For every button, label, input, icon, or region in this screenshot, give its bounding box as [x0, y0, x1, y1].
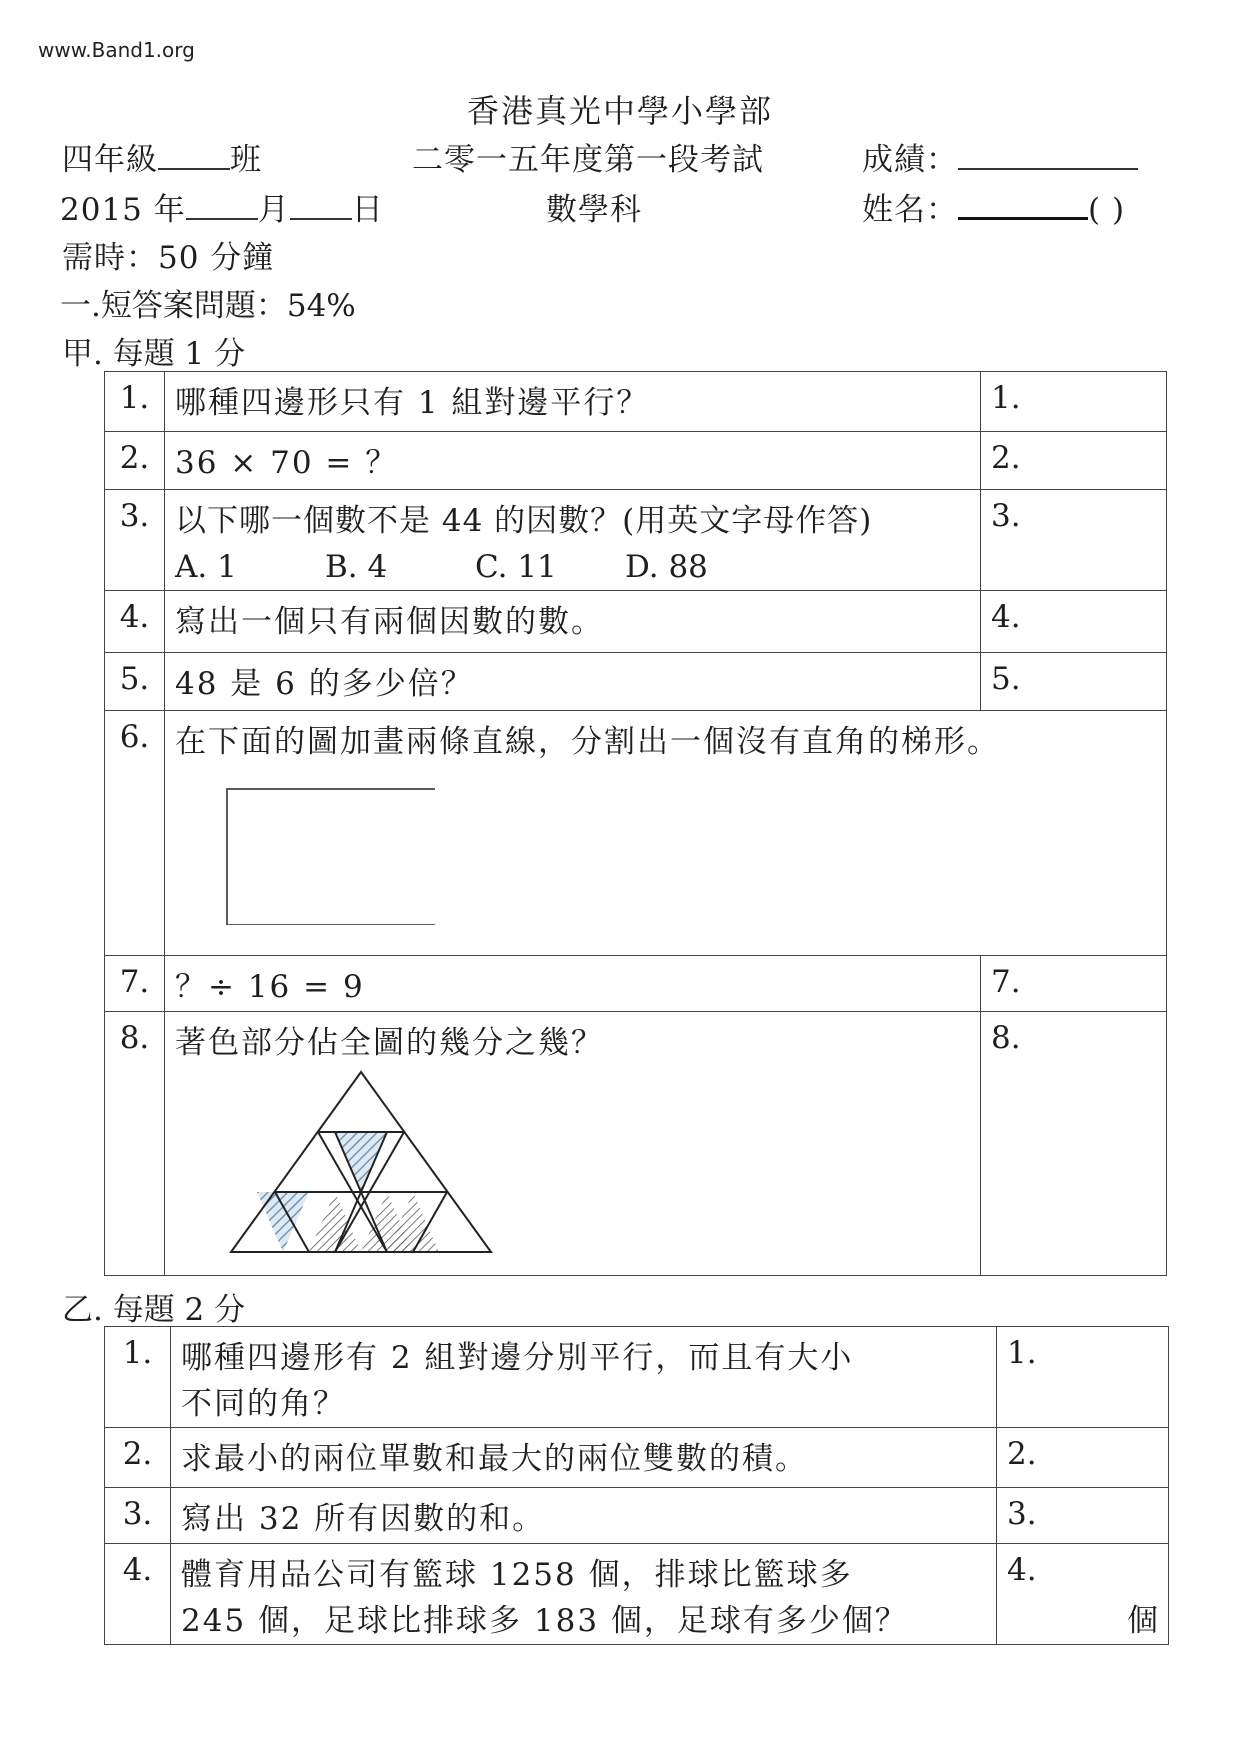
question-text: 48 是 6 的多少倍？ [165, 653, 981, 711]
part-b-table [104, 1326, 1169, 1645]
question-text: 36 × 70 = ？ [165, 432, 981, 490]
table-row [105, 490, 1167, 591]
question-number: 2. [105, 432, 165, 490]
answer-box[interactable] [997, 1544, 1169, 1645]
table-row [105, 432, 1167, 490]
answer-box[interactable]: 1. [981, 372, 1167, 432]
class-label: 班 [230, 142, 262, 178]
time-label: 需時：50 分鐘 [62, 240, 275, 276]
table-row [105, 956, 1167, 1012]
question-number: 1. [105, 372, 165, 432]
answer-box[interactable]: 3. [981, 490, 1167, 591]
option-d: D. 88 [625, 549, 708, 585]
name-label: 姓名： [862, 192, 958, 228]
answer-box[interactable]: 4. [981, 591, 1167, 653]
question-number: 7. [105, 956, 165, 1012]
score-line [862, 134, 1138, 179]
question-number: 5. [105, 653, 165, 711]
section1-title: 一.短答案問題：54% [60, 288, 356, 324]
day-label: 日 [351, 192, 384, 228]
table-row [105, 1327, 1169, 1428]
class-blank[interactable] [158, 138, 230, 170]
exam-title: 二零一五年度第一段考試 [412, 142, 764, 178]
score-blank[interactable] [958, 138, 1138, 170]
option-a: A. 1 [175, 549, 237, 585]
school-name: 香港真光中學小學部 [466, 92, 773, 130]
grade-line [62, 134, 262, 179]
month-label: 月 [257, 192, 290, 228]
question-number: 2. [105, 1428, 171, 1488]
subject: 數學科 [546, 192, 642, 228]
year-label: 2015 年 [60, 192, 186, 228]
question-text-line1: 哪種四邊形有 2 組對邊分別平行，而且有大小 [181, 1340, 854, 1376]
table-row [105, 1544, 1169, 1645]
table-row [105, 1428, 1169, 1488]
question-number: 4. [105, 591, 165, 653]
question-text-line2: 245 個，足球比排球多 183 個，足球有多少個？ [181, 1603, 908, 1639]
question-number: 1. [105, 1327, 171, 1428]
month-blank[interactable] [186, 188, 258, 220]
grade-label: 四年級 [62, 142, 158, 178]
question-text-line2: 不同的角？ [181, 1386, 346, 1422]
triangle-figure [205, 1066, 505, 1266]
question-cell [165, 490, 981, 591]
answer-box[interactable]: 2. [981, 432, 1167, 490]
question-number: 6. [105, 711, 165, 956]
answer-number: 4. [1007, 1552, 1037, 1588]
question-text: 求最小的兩位單數和最大的兩位雙數的積。 [171, 1428, 997, 1488]
question-text: 在下面的圖加畫兩條直線，分割出一個沒有直角的梯形。 [175, 724, 1000, 760]
table-row [105, 372, 1167, 432]
table-row [105, 1488, 1169, 1544]
question-text: 寫出一個只有兩個因數的數。 [165, 591, 981, 653]
question-text-line1: 體育用品公司有籃球 1258 個，排球比籃球多 [181, 1557, 853, 1593]
answer-box[interactable]: 7. [981, 956, 1167, 1012]
name-line [862, 184, 1125, 229]
question-text: 著色部分佔全圖的幾分之幾？ [175, 1025, 604, 1061]
watermark: www.Band1.org [38, 38, 195, 62]
question-text: 以下哪一個數不是 44 的因數？(用英文字母作答) [175, 503, 873, 539]
rectangle-figure[interactable] [175, 775, 435, 925]
answer-unit: 個 [1127, 1603, 1158, 1639]
day-blank[interactable] [290, 188, 352, 220]
question-cell [165, 711, 1167, 956]
answer-box[interactable]: 8. [981, 1012, 1167, 1276]
part-a-title: 甲. 每題 1 分 [62, 336, 246, 372]
answer-box[interactable]: 5. [981, 653, 1167, 711]
table-row [105, 711, 1167, 956]
question-number: 8. [105, 1012, 165, 1276]
table-row [105, 1012, 1167, 1276]
shaded-triangle [257, 1192, 309, 1252]
question-cell [165, 1012, 981, 1276]
date-line [60, 184, 384, 229]
question-cell [171, 1327, 997, 1428]
score-label: 成績： [862, 142, 958, 178]
option-b: B. 4 [325, 549, 388, 585]
question-cell [171, 1544, 997, 1645]
question-text: 寫出 32 所有因數的和。 [171, 1488, 997, 1544]
option-c: C. 11 [475, 549, 557, 585]
question-text: 哪種四邊形只有 1 組對邊平行？ [165, 372, 981, 432]
table-row [105, 653, 1167, 711]
options [175, 544, 970, 590]
answer-box[interactable]: 1. [997, 1327, 1169, 1428]
question-number: 4. [105, 1544, 171, 1645]
answer-box[interactable]: 2. [997, 1428, 1169, 1488]
shaded-triangle [335, 1132, 387, 1192]
question-number: 3. [105, 490, 165, 591]
name-paren: ( ) [1088, 192, 1126, 228]
question-text: ？÷ 16 = 9 [165, 956, 981, 1012]
part-b-title: 乙. 每題 2 分 [62, 1292, 246, 1328]
answer-box[interactable]: 3. [997, 1488, 1169, 1544]
part-a-table [104, 371, 1167, 1276]
question-number: 3. [105, 1488, 171, 1544]
table-row [105, 591, 1167, 653]
name-blank[interactable] [958, 187, 1088, 220]
